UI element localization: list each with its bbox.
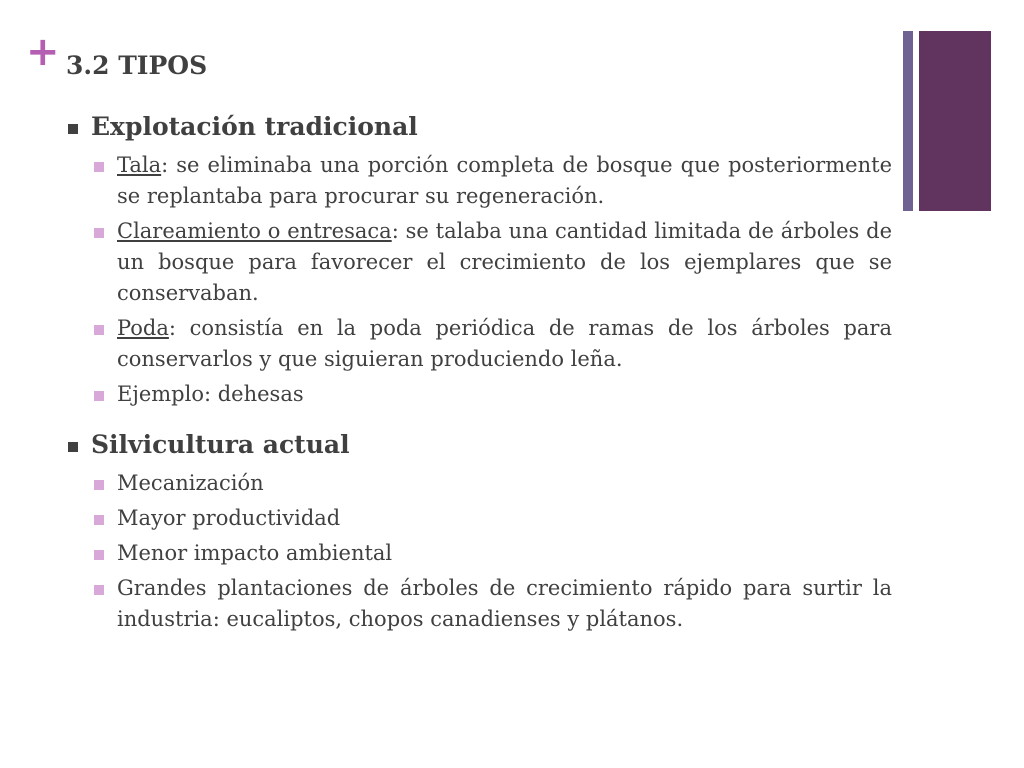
square-bullet-icon bbox=[94, 325, 104, 335]
item-text: : se talaba una cantidad limitada de árboles de un bosque para favorecer el crecimiento de los ejemplares que se conservaban. bbox=[117, 219, 892, 305]
square-bullet-icon bbox=[94, 391, 104, 401]
plus-icon: + bbox=[26, 29, 60, 75]
square-bullet-icon bbox=[94, 480, 104, 490]
item-text: Menor impacto ambiental bbox=[117, 541, 393, 565]
square-bullet-icon bbox=[94, 585, 104, 595]
item-text: Mayor productividad bbox=[117, 506, 341, 530]
item-term: Tala bbox=[117, 153, 162, 177]
square-bullet-icon bbox=[68, 124, 78, 134]
list-item bbox=[66, 503, 892, 534]
decorative-bar-thick bbox=[919, 31, 991, 211]
list-item bbox=[66, 573, 892, 635]
item-text: Ejemplo: dehesas bbox=[117, 382, 304, 406]
slide-content bbox=[66, 108, 892, 635]
slide-title: 3.2 TIPOS bbox=[66, 51, 208, 80]
list-item bbox=[66, 216, 892, 309]
section-heading-text: Explotación tradicional bbox=[91, 112, 418, 141]
list-item bbox=[66, 379, 892, 410]
section-heading-text: Silvicultura actual bbox=[91, 430, 350, 459]
list-item bbox=[66, 313, 892, 375]
list-item bbox=[66, 468, 892, 499]
decorative-bar-thin bbox=[903, 31, 913, 211]
section-heading bbox=[66, 108, 892, 146]
item-term: Clareamiento o entresaca bbox=[117, 219, 392, 243]
square-bullet-icon bbox=[94, 228, 104, 238]
item-text: Mecanización bbox=[117, 471, 264, 495]
square-bullet-icon bbox=[94, 515, 104, 525]
item-text: Grandes plantaciones de árboles de crecimiento rápido para surtir la industria: eucaliptos, chopos canadienses y plátanos. bbox=[117, 576, 892, 631]
list-item bbox=[66, 538, 892, 569]
item-text: : consistía en la poda periódica de ramas de los árboles para conservarlos y que siguieran produciendo leña. bbox=[117, 316, 892, 371]
item-term: Poda bbox=[117, 316, 169, 340]
item-text: : se eliminaba una porción completa de bosque que posteriormente se replantaba para procurar su regeneración. bbox=[117, 153, 892, 208]
square-bullet-icon bbox=[94, 550, 104, 560]
square-bullet-icon bbox=[94, 162, 104, 172]
list-item bbox=[66, 150, 892, 212]
square-bullet-icon bbox=[68, 442, 78, 452]
section-heading bbox=[66, 426, 892, 464]
